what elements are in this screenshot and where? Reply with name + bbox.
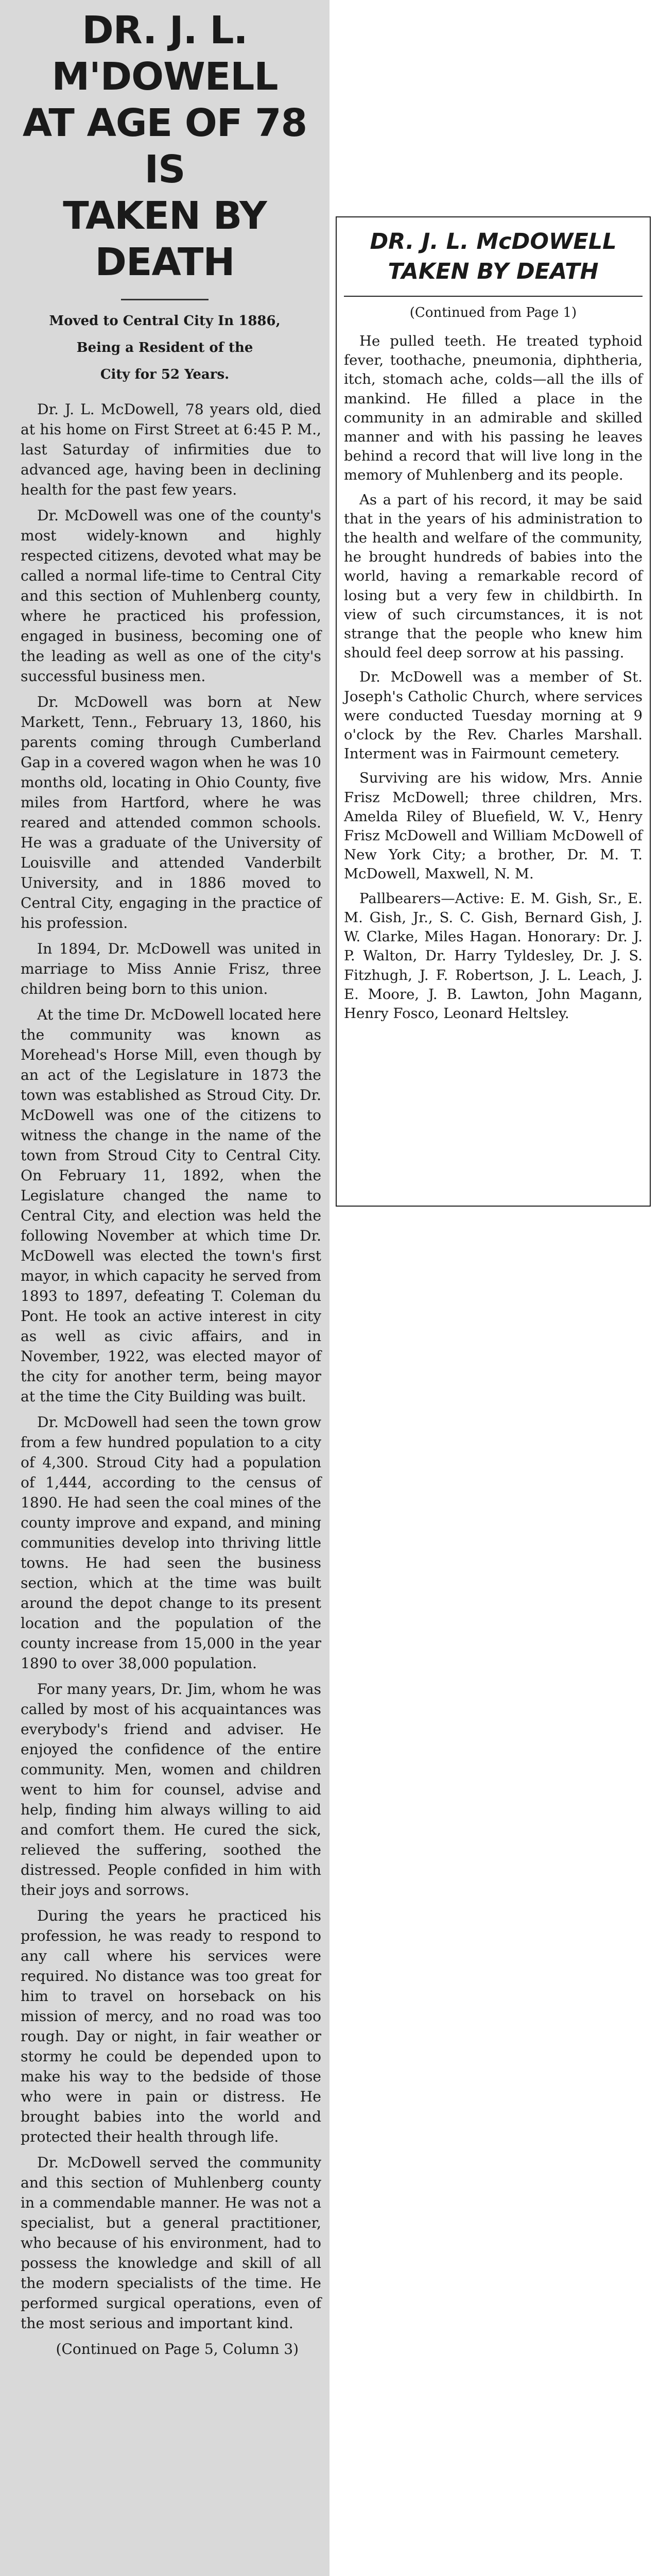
paragraph: For many years, Dr. Jim, whom he was called by most of his acquaintances was everybody's friend and adviser. He enjoyed the confidence of the entire community. Men, women and children went to him for counsel, advise and help, finding him always willing to aid and comfort them. He cured the sick, relieved the suffering, soothed the distressed. People confided in him with their joys and sorrows.	[21, 1681, 321, 1899]
subheadline	[15, 308, 314, 388]
continuation-body	[344, 332, 643, 1023]
subheadline-line: City for 52 Years.	[100, 367, 230, 382]
paragraph: Pallbearers—Active: E. M. Gish, Sr., E. M. Gish, Jr., S. C. Gish, Bernard Gish, J. W. Clarke, Miles Hagan. Honorary: Dr. J. P. Walton, Dr. Harry Tyldesley, Dr. J. S. Fitzhugh, J. F. Robertson, J. L. Leach, J. E. Moore, J. B. Lawton, John Magann, Henry Fosco, Leonard Heltsley.	[344, 890, 643, 1022]
paragraph: As a part of his record, it may be said that in the years of his administration to the health and welfare of the community, he brought hundreds of babies into the world, having a remarkable record of losing but a very few in childbirth. In view of such circumstances, it is not strange that the people who knew him should feel deep sorrow at his passing.	[344, 491, 643, 662]
headline-line: AT AGE OF 78 IS	[22, 101, 307, 192]
paragraph: At the time Dr. McDowell located here the community was known as Morehead's Horse Mill, even though by an act of the Legislature in 1873 the town was established as Stroud City. Dr. McDowell was one of the citizens to witness the change in the name of the town from Stroud City to Central City. On February 11, 1892, when the Legislature changed the name to Central City, and election was held the following November at which time Dr. McDowell was elected the town's first mayor, in which capacity he served from 1893 to 1897, defeating T. Coleman du Pont. He took an active interest in city as well as civic affairs, and in November, 1922, was elected mayor of the city for another term, being mayor at the time the City Building was built.	[21, 1006, 321, 1405]
headline	[9, 7, 320, 285]
paragraph: Dr. McDowell was a member of St. Joseph's Catholic Church, where services were conducted Tuesday morning at 9 o'clock by the Rev. Charles Marshall. Interment was in Fairmount cemetery.	[344, 669, 643, 762]
continuation-headline	[344, 227, 643, 286]
paragraph: He pulled teeth. He treated typhoid fever, toothache, pneumonia, diphtheria, itch, stomach ache, colds—all the ills of mankind. He filled a place in the community in an admirable and skilled manner and with his passing he leaves behind a record that will live long in the memory of Muhlenberg and its people.	[344, 333, 643, 484]
paragraph: Surviving are his widow, Mrs. Annie Frisz McDowell; three children, Mrs. Amelda Riley of Bluefield, W. V., Henry Frisz McDowell and William McDowell of New York City; a brother, Dr. M. T. McDowell, Maxwell, N. M.	[344, 770, 643, 883]
paragraph: Dr. McDowell served the community and this section of Muhlenberg county in a commendable manner. He was not a specialist, but a general practitioner, who because of his environment, had to possess the knowledge and skill of all the modern specialists of the time. He performed surgical operations, even of the most serious and important kind.	[21, 2154, 321, 2332]
divider	[121, 299, 209, 300]
headline-line: DR. J. L. M'DOWELL	[51, 8, 278, 99]
subheadline-line: Moved to Central City In 1886,	[49, 313, 281, 329]
divider	[344, 296, 643, 297]
paragraph: In 1894, Dr. McDowell was united in marriage to Miss Annie Frisz, three children being born to this union.	[21, 940, 321, 997]
paragraph: Dr. McDowell was one of the county's most widely-known and highly respected citizens, devoted what may be called a normal life-time to Central City and this section of Muhlenberg county, where he practiced his profession, engaged in business, becoming one of the leading as well as one of the city's successful business men.	[21, 507, 321, 685]
paragraph: Dr. McDowell had seen the town grow from a few hundred population to a city of 4,300. Stroud City had a population of 1,444, according to the census of 1890. He had seen the coal mines of the county improve and expand, and mining communities develop into thriving little towns. He had seen the business section, which at the time was built around the depot change to its present location and the population of the county increase from 15,000 in the year 1890 to over 38,000 population.	[21, 1414, 321, 1672]
headline-line: DR. J. L. McDOWELL	[370, 229, 617, 255]
subheadline-line: Being a Resident of the	[76, 340, 253, 355]
continued-note: (Continued on Page 5, Column 3)	[56, 2341, 299, 2358]
article-body	[0, 399, 330, 2333]
paragraph: Dr. McDowell was born at New Markett, Tenn., February 13, 1860, his parents coming through Cumberland Gap in a covered wagon when he was 10 months old, locating in Ohio County, five miles from Hartford, where he was reared and attended common schools. He was a graduate of the University of Louisville and attended Vanderbilt University, and in 1886 moved to Central City, engaging in the practice of his profession.	[21, 693, 321, 931]
paragraph: Dr. J. L. McDowell, 78 years old, died at his home on First Street at 6:45 P. M., last Saturday of infirmities due to advanced age, having been in declining health for the past few years.	[21, 401, 321, 498]
continued-from-note: (Continued from Page 1)	[409, 305, 577, 320]
article-continuation-box	[336, 216, 651, 1207]
headline-line: TAKEN BY DEATH	[63, 194, 267, 284]
headline-line: TAKEN BY DEATH	[388, 259, 599, 284]
paragraph: During the years he practiced his profession, he was ready to respond to any call where his services were required. No distance was too great for him to travel on horseback on his mission of mercy, and no road was too rough. Day or night, in fair weather or stormy he could be depended upon to make his way to the bedside of those who were in pain or distress. He brought babies into the world and protected their health through life.	[21, 1907, 321, 2145]
